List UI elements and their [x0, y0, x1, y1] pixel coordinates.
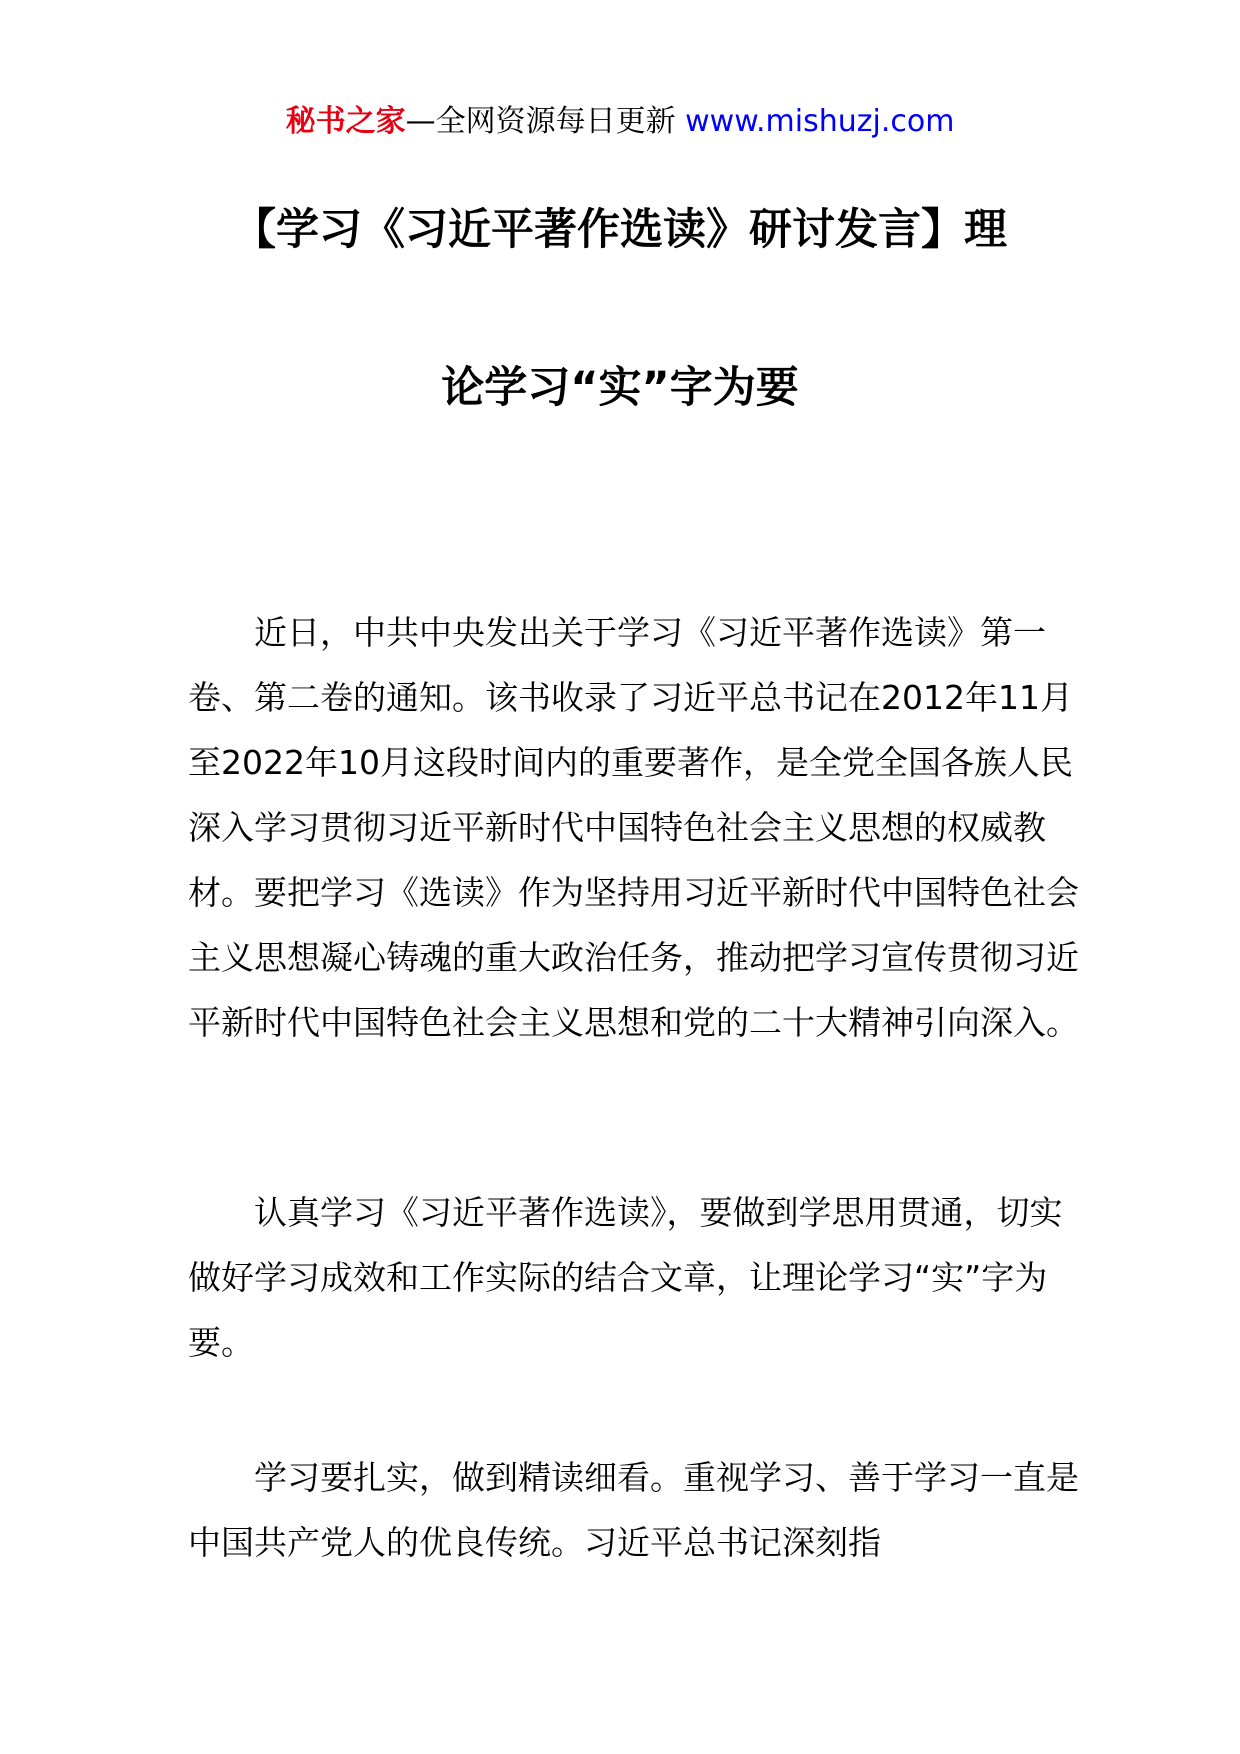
body-paragraph-2: 认真学习《习近平著作选读》，要做到学思用贯通，切实做好学习成效和工作实际的结合文章，让理论学习“实”字为要。: [188, 1193, 1063, 1362]
site-tagline: —全网资源每日更新: [405, 104, 686, 139]
site-header: [0, 100, 1240, 144]
body-paragraph-3: 学习要扎实，做到精读细看。重视学习、善于学习一直是中国共产党人的优良传统。习近平总书记深刻指: [188, 1458, 1079, 1562]
body-paragraph-1: 近日，中共中央发出关于学习《习近平著作选读》第一卷、第二卷的通知。该书收录了习近平总书记在2012年11月至2022年10月这段时间内的重要著作，是全党全国各族人民深入学习贯彻习近平新时代中国特色社会主义思想的权威教材。要把学习《选读》作为坚持用习近平新时代中国特色社会主义思想凝心铸魂的重大政治任务，推动把学习宣传贯彻习近平新时代中国特色社会主义思想和党的二十大精神引向深入。: [188, 613, 1079, 1042]
site-brand: 秘书之家: [285, 104, 406, 139]
document-title-line-2: 论学习“实”字为要: [441, 363, 799, 413]
site-url-link[interactable]: www.mishuzj.com: [685, 104, 955, 139]
document-title-line-1: 【学习《习近平著作选读》研讨发言】理: [233, 205, 1007, 255]
